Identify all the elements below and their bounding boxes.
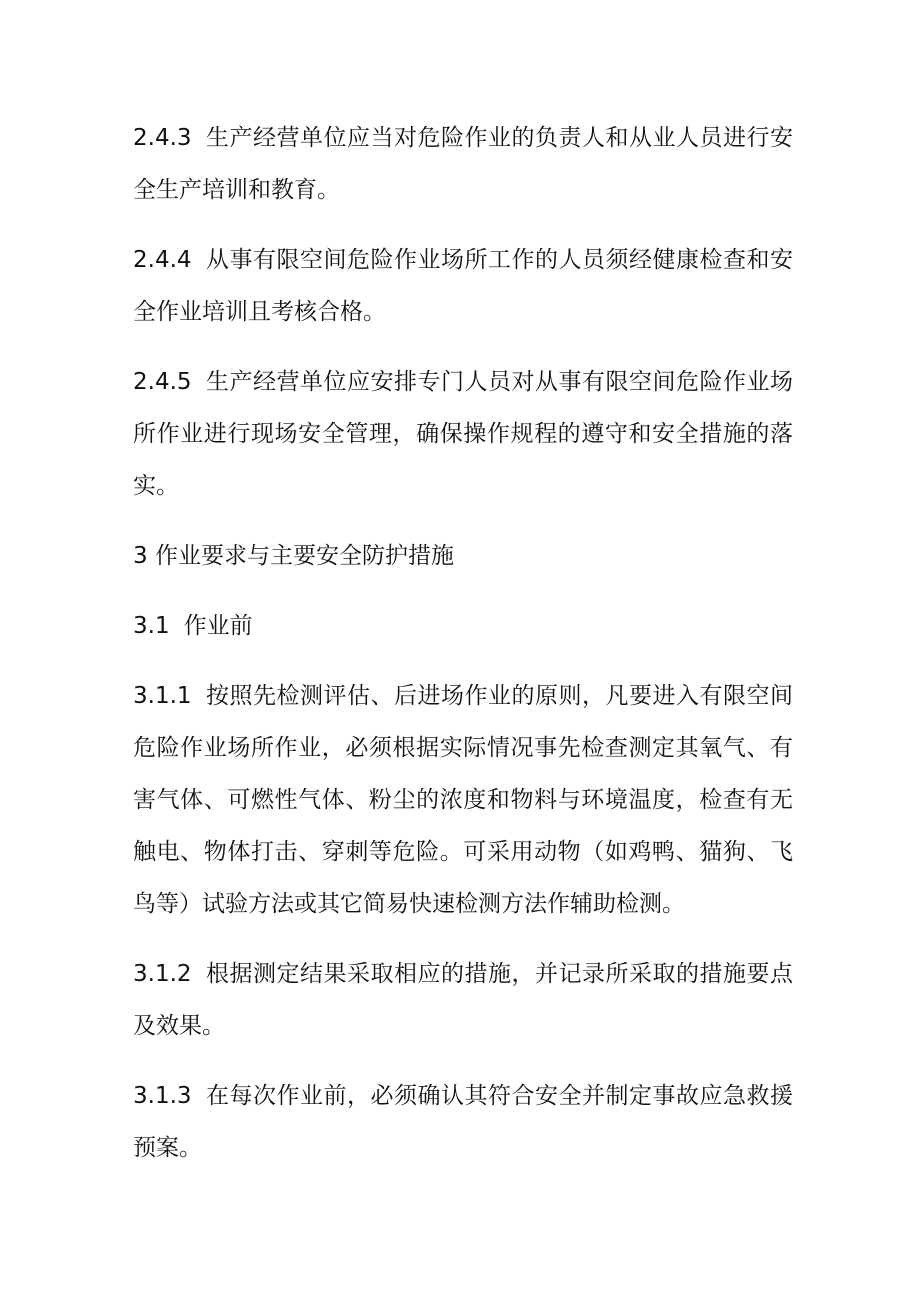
clause-3-1-1 (133, 670, 793, 930)
clause-2-4-3 (133, 112, 793, 216)
subsection-text: 作业前 (183, 613, 253, 639)
clause-number: 3.1.2 (133, 961, 192, 987)
clause-text: 在每次作业前，必须确认其符合安全并制定事故应急救援预案。 (133, 1083, 793, 1161)
clause-number: 2.4.4 (133, 247, 192, 273)
clause-3-1-3 (133, 1070, 793, 1174)
clause-3-1-2 (133, 948, 793, 1052)
subsection-number: 3.1 (133, 613, 170, 639)
clause-text: 根据测定结果采取相应的措施，并记录所采取的措施要点及效果。 (133, 961, 793, 1039)
clause-text: 按照先检测评估、后进场作业的原则，凡要进入有限空间危险作业场所作业，必须根据实际情况事先检查测定其氧气、有害气体、可燃性气体、粉尘的浓度和物料与环境温度，检查有无触电、物体打击、穿刺等危险。可采用动物（如鸡鸭、猫狗、飞鸟等）试验方法或其它简易快速检测方法作辅助检测。 (133, 683, 793, 917)
clause-number: 3.1.1 (133, 683, 192, 709)
clause-number: 2.4.3 (133, 125, 192, 151)
clause-2-4-5 (133, 356, 793, 512)
clause-text: 生产经营单位应当对危险作业的负责人和从业人员进行安全生产培训和教育。 (133, 125, 793, 203)
clause-number: 3.1.3 (133, 1083, 192, 1109)
section-heading: 3 作业要求与主要安全防护措施 (133, 543, 454, 569)
clause-number: 2.4.5 (133, 369, 192, 395)
clause-text: 生产经营单位应安排专门人员对从事有限空间危险作业场所作业进行现场安全管理，确保操作规程的遵守和安全措施的落实。 (133, 369, 793, 499)
subsection-heading (133, 600, 793, 652)
clause-text: 从事有限空间危险作业场所工作的人员须经健康检查和安全作业培训且考核合格。 (133, 247, 793, 325)
clause-2-4-4 (133, 234, 793, 338)
document-page (133, 112, 793, 1192)
